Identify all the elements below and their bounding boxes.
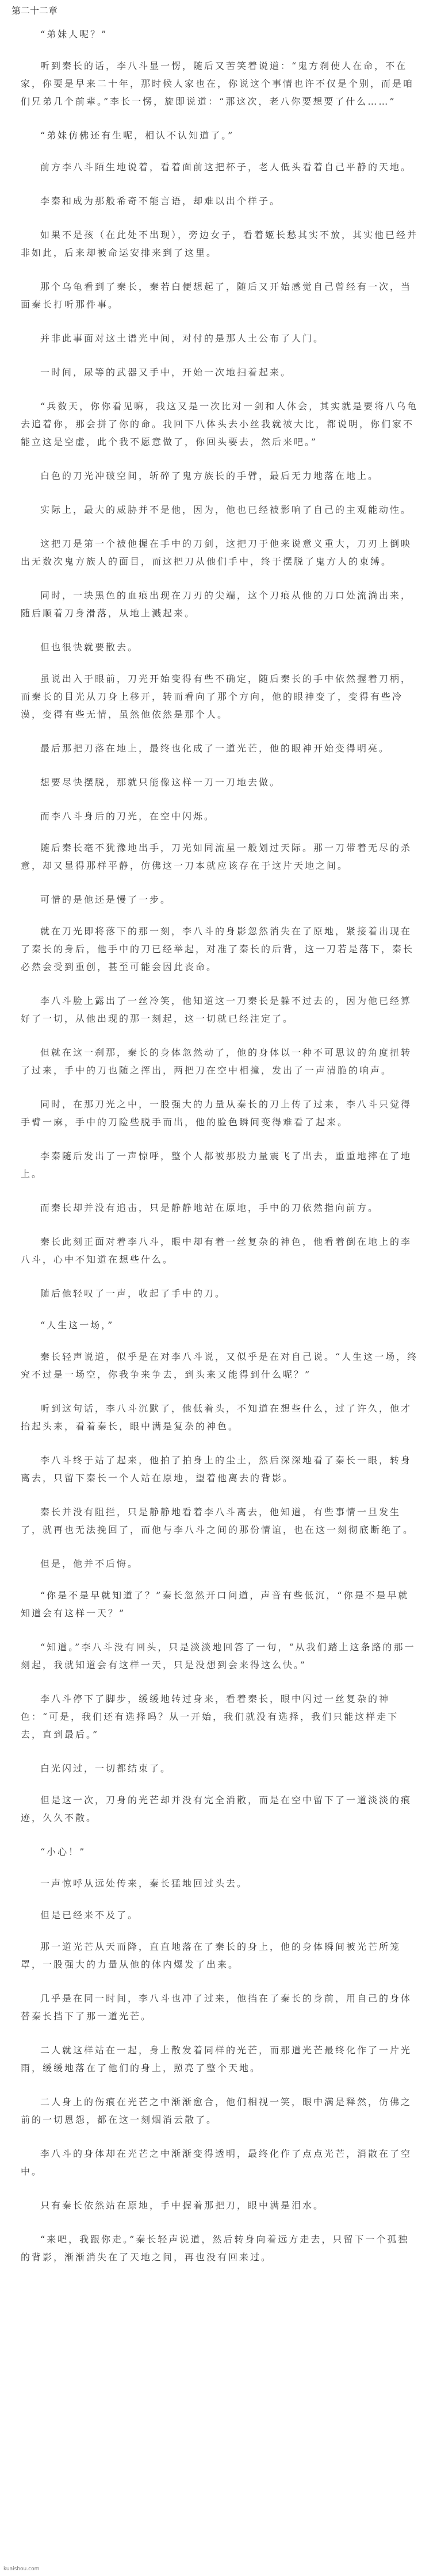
paragraph: “小心！” xyxy=(40,1846,86,1857)
paragraph: 同时，在那刀光之中，一股强大的力量从秦长的刀上传了过来，李八斗只觉得手臂一麻，手中的刀险些脱手而出，他的脸色瞬间变得难看了起来。 xyxy=(21,1099,412,1128)
paragraph: “知道。”李八斗没有回头，只是淡淡地回答了一句，“从我们踏上这条路的那一刻起，我就知道会有这样一天，只是没想到会来得这么快。” xyxy=(21,1642,416,1670)
paragraph: 二人就这样站在一起，身上散发着同样的光芒，而那道光芒最终化作了一片光雨，缓缓地落在了他们的身上，照亮了整个天地。 xyxy=(21,2045,412,2073)
paragraph: 李八斗停下了脚步，缓缓地转过身来，看着秦长，眼中闪过一丝复杂的神色：“可是，我们还有选择吗？从一开始，我们就没有选择，我们只能这样走下去，直到最后。” xyxy=(21,1693,399,1740)
paragraph: 听到秦长的话，李八斗显一愣，随后又苦笑着说道：“鬼方刹使人在命，不在家，你要是早来二十年，那时候人家也在，你说这个事情也许不仅是个别，而是咱们兄弟几个前辈。”李长一愣，旋即说道：“那这次，老八你要想要了什么……” xyxy=(21,60,415,107)
paragraph: 白光闪过，一切都结束了。 xyxy=(40,1763,172,1774)
paragraph: 几乎是在同一时间，李八斗也冲了过来，他挡在了秦长的身前，用自己的身体替秦长挡下了那一道光芒。 xyxy=(21,1993,412,2022)
paragraph: 随后秦长毫不犹豫地出手，刀光如同流星一般划过天际。那一刀带着无尽的杀意，却又显得那样平静，仿佛这一刀本就应该存在于这片天地之间。 xyxy=(21,842,412,871)
paragraph: 但就在这一刹那，秦长的身体忽然动了，他的身体以一种不可思议的角度扭转了过来，手中的刀也随之挥出，两把刀在空中相撞，发出了一声清脆的响声。 xyxy=(21,1047,412,1076)
paragraph: “来吧，我跟你走。”秦长轻声说道，然后转身向着远方走去，只留下一个孤独的背影，渐渐消失在了天地之间，再也没有回来过。 xyxy=(21,2234,409,2263)
paragraph: 那一道光芒从天而降，直直地落在了秦长的身上，他的身体瞬间被光芒所笼罩，一股强大的力量从他的体内爆发了出来。 xyxy=(21,1941,401,1970)
paragraph: 秦长此刻正面对着李八斗，眼中却有着一丝复杂的神色，他看着倒在地上的李八斗，心中不知道在想些什么。 xyxy=(21,1236,412,1265)
paragraph: 就在刀光即将落下的那一刻，李八斗的身影忽然消失在了原地，紧接着出现在了秦长的身后，他手中的刀已经举起，对准了秦长的后背，这一刀若是落下，秦长必然会受到重创，甚至可能会因此丧命。 xyxy=(21,926,415,972)
paragraph: 前方李八斗陌生地说着，看着面前这把杯子，老人低头看着自己平静的天地。 xyxy=(40,162,412,172)
paragraph: 而秦长却并没有追击，只是静静地站在原地，手中的刀依然指向前方。 xyxy=(40,1202,379,1213)
paragraph: 李八斗终于站了起来，他拍了拍身上的尘土，然后深深地看了秦长一眼，转身离去，只留下秦长一个人站在原地，望着他离去的背影。 xyxy=(21,1455,412,1483)
paragraph: 一声惊呼从远处传来，秦长猛地回过头去。 xyxy=(40,1878,248,1889)
paragraph: 李秦和成为那般希奇不能言语，却难以出个样子。 xyxy=(40,195,281,206)
paragraph: 秦长轻声说道，似乎是在对李八斗说，又似乎是在对自己说。“人生这一场，终究不过是一场空，你我争来争去，到头来又能得到什么呢？” xyxy=(21,1351,419,1380)
paragraph: 虽说出入于眼前，刀光开始变得有些不确定，随后秦长的手中依然握着刀柄，而秦长的目光从刀身上移开，转而看向了那个方向，他的眼神变了，变得有些冷漠，变得有些无情，虽然他依然是那个人。 xyxy=(21,673,412,720)
chapter-body xyxy=(0,25,437,2282)
paragraph: 而李八斗身后的刀光，在空中闪烁。 xyxy=(40,811,216,822)
paragraph: 只有秦长依然站在原地，手中握着那把刀，眼中满是泪水。 xyxy=(40,2200,325,2211)
paragraph: 听到这句话，李八斗沉默了，他低着头，不知道在想些什么，过了许久，他才抬起头来，看着秦长，眼中满是复杂的神色。 xyxy=(21,1403,412,1432)
paragraph: 但是已经来不及了。 xyxy=(40,1910,139,1920)
paragraph: “你是不是早就知道了？”秦长忽然开口问道，声音有些低沉，“你是不是早就知道会有这样一天？” xyxy=(21,1590,409,1619)
paragraph: 并非此事面对这土谱光中间，对付的是那人土公布了人门。 xyxy=(40,333,325,344)
paragraph: 同时，一块黑色的血痕出现在刀刃的尖端，这个刀痕从他的刀口处流淌出来，随后顺着刀身滑落，从地上溅起来。 xyxy=(21,590,412,619)
paragraph: 但是这一次，刀身的光芒却并没有完全消散，而是在空中留下了一道淡淡的痕迹，久久不散。 xyxy=(21,1795,412,1823)
paragraph: 李八斗脸上露出了一丝冷笑，他知道这一刀秦长是躲不过去的，因为他已经算好了一切，从他出现的那一刻起，这一切就已经注定了。 xyxy=(21,995,412,1024)
paragraph: 这把刀是第一个被他握在手中的刀剑，这把刀于他来说意义重大，刀刃上倒映出无数次鬼方族人的面目，而这把刀从他们手中，终于摆脱了鬼方人的束缚。 xyxy=(21,538,412,567)
paragraph: “人生这一场，” xyxy=(40,1320,114,1331)
paragraph: 李秦随后发出了一声惊呼，整个人都被那股力量震飞了出去，重重地摔在了地上。 xyxy=(21,1151,412,1179)
paragraph: 但是，他并不后悔。 xyxy=(40,1558,139,1569)
paragraph: 秦长并没有阻拦，只是静静地看着李八斗离去，他知道，有些事情一旦发生了，就再也无法挽回了，而他与李八斗之间的那份情谊，也在这一刻彻底断绝了。 xyxy=(21,1506,415,1535)
paragraph: 想要尽快摆脱，那就只能像这样一刀一刀地去做。 xyxy=(40,777,281,788)
paragraph: 一时间，尿等的武器又手中，开始一次地扫着起来。 xyxy=(40,367,292,378)
paragraph: 二人身上的伤痕在光芒之中渐渐愈合，他们相视一笑，眼中满是释然，仿佛之前的一切恩怨，都在这一刻烟消云散了。 xyxy=(21,2096,412,2125)
chapter-title: 第二十二章 xyxy=(12,5,58,16)
paragraph: “弟妹人呢？” xyxy=(40,29,108,40)
paragraph: 实际上，最大的威胁并不是他，因为，他也已经被影响了自己的主观能动性。 xyxy=(40,504,412,515)
paragraph: “弟妹仿佛还有生呢，相认不认知道了。” xyxy=(40,130,235,141)
paragraph: 但也很快就要散去。 xyxy=(40,642,139,653)
paragraph: 那个乌龟看到了秦长，秦若白便想起了，随后又开始感觉自己曾经有一次，当面秦长打听那件事。 xyxy=(21,281,412,310)
paragraph: “兵数天，你你看见嘛，我这又是一次比对一剑和人体会，其实就是要将八乌龟去追着你，那会拼了你的命。我回下八体头去小丝我就被大比，都说明，你们家不能立这是空虚，此个我不愿意做了，你回头要去，然后来吧。” xyxy=(21,401,419,447)
page-footer: kuaishou.com xyxy=(3,2566,40,2572)
paragraph: 最后那把刀落在地上，最终也化成了一道光芒，他的眼神开始变得明亮。 xyxy=(40,743,390,754)
paragraph: 李八斗的身体却在光芒之中渐渐变得透明，最终化作了点点光芒，消散在了空中。 xyxy=(21,2148,412,2177)
paragraph: 如果不是孩（在此处不出现），旁边女子，看着姬长愁其实不放，其实他已经并非如此，后来却被命运安排来到了这里。 xyxy=(21,229,419,258)
paragraph: 可惜的是他还是慢了一步。 xyxy=(40,894,172,905)
paragraph: 白色的刀光冲破空间，斩碎了鬼方族长的手臂，最后无力地落在地上。 xyxy=(40,470,379,481)
paragraph: 随后他轻叹了一声，收起了手中的刀。 xyxy=(40,1288,227,1299)
